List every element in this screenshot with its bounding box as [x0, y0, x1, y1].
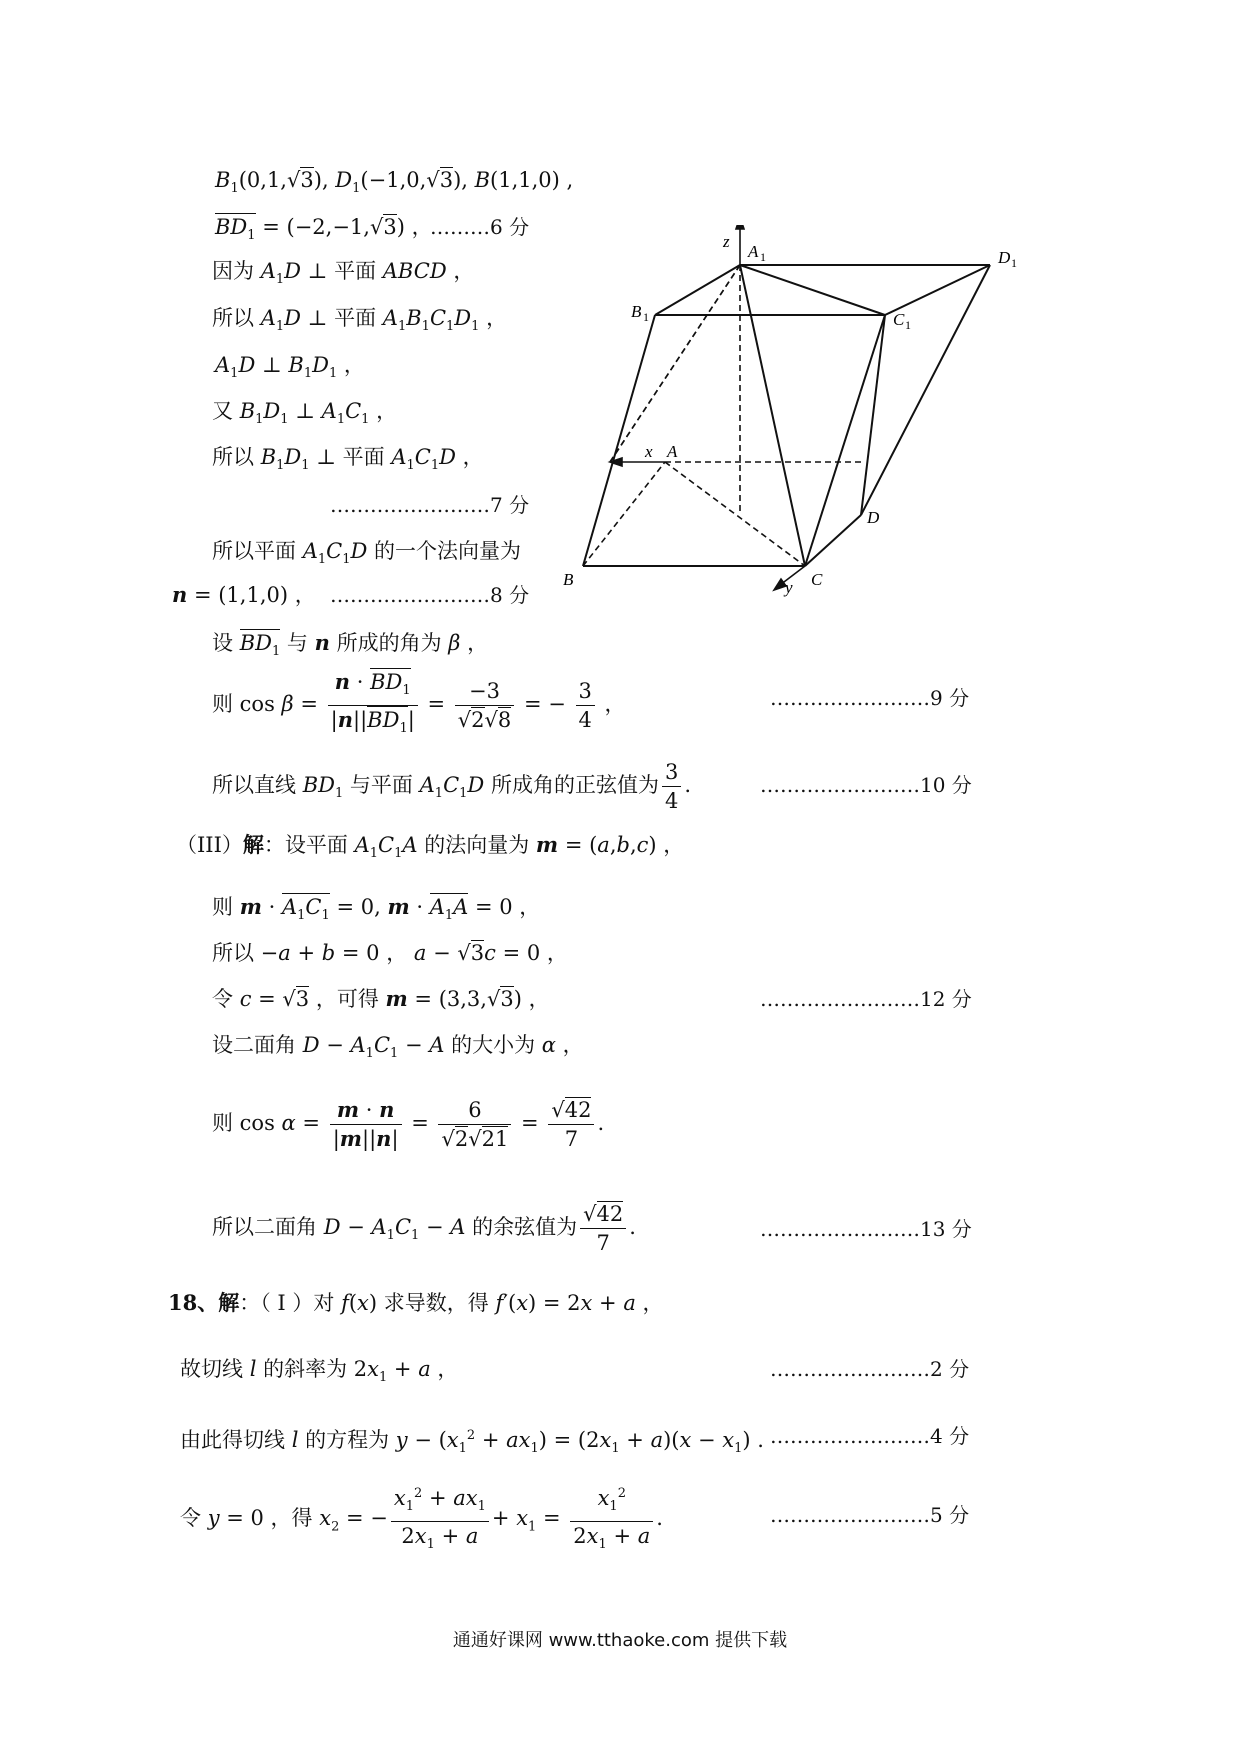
label-y: y [785, 578, 793, 597]
edge-c1-d [861, 315, 885, 515]
label-a: A [667, 442, 678, 461]
axis-z-arrow [736, 225, 744, 229]
vector-bd1-line: $BD_1 = (-2,-1,√3)$ ， [215, 215, 433, 244]
label-d: D [867, 508, 880, 527]
score-2: ……………………2 分 [770, 1357, 970, 1381]
x2-equation: 令 y = 0 ，得 $x_2$ = − $\frac{x_1^2 + ax_1}{2x_1 + a}$ + $x_1$ = $\frac{x_1^2}{2x_1 + a}$ . [180, 1480, 663, 1559]
sine-value-line: 所以直线 $BD_1$ 与平面 $A_1C_1D$ 所成角的正弦值为 $\frac{3}{4}$ . [212, 760, 692, 813]
svg-text:1: 1 [760, 250, 766, 264]
score-13: ……………………13 分 [760, 1217, 972, 1241]
edge-a-c [665, 462, 805, 566]
edge-c1-d1 [885, 265, 990, 315]
slope-line: 故切线 l 的斜率为 $2x_1 + a$ ， [180, 1357, 459, 1386]
prism-diagram [555, 225, 1035, 605]
cosine-value-line: 所以二面角 $D - A_1C_1 - A$ 的余弦值为 $\frac{√42}{7}$ . [212, 1202, 636, 1255]
label-d1: D [998, 248, 1011, 267]
label-z: z [723, 232, 730, 251]
svg-text:1: 1 [643, 310, 649, 324]
score-10: ……………………10 分 [760, 773, 972, 797]
score-5: ……………………5 分 [770, 1503, 970, 1527]
edge-a1-b1 [655, 265, 740, 315]
normal-vector-intro: 所以平面 $A_1C_1D$ 的一个法向量为 [212, 539, 522, 568]
tangent-equation: 由此得切线 l 的方程为 $y - (x_1^2 + ax_1) = (2x_1 + a)(x - x_1)$ . [180, 1428, 764, 1457]
score-12: ……………………12 分 [760, 987, 972, 1011]
dot-product-eq: 则 $m \cdot A_1C_1 = 0$, $m \cdot A_1A = 0$ ， [212, 894, 541, 924]
part-three-intro: （III）解：设平面 $A_1C_1A$ 的法向量为 m = (a,b,c) ， [176, 832, 685, 862]
label-x: x [645, 442, 653, 461]
score-7: ……………………7 分 [330, 493, 530, 517]
reason-line-4: 又 $B_1D_1$ ⊥ $A_1C_1$ ， [212, 399, 398, 428]
dihedral-angle-def: 设二面角 $D - A_1C_1 - A$ 的大小为 α ， [212, 1033, 584, 1062]
svg-text:1: 1 [905, 318, 911, 332]
reason-line-5: 所以 $B_1D_1$ ⊥ 平面 $A_1C_1D$ ， [212, 445, 484, 474]
edge-b1-b [583, 315, 655, 566]
question-18-intro: 18、解：（ I ）对 f(x) 求导数，得 f′(x) = 2x + a ， [168, 1290, 664, 1315]
score-9: ……………………9 分 [770, 686, 970, 710]
edge-d1-d [861, 265, 990, 515]
edge-a1-c1 [740, 265, 885, 315]
label-b1: B [631, 302, 642, 321]
reason-line-1: 因为 $A_1D$ ⊥ 平面 ABCD ， [212, 259, 475, 288]
cos-alpha-formula: 则 cos α = $\frac{m \cdot n}{|m||n|}$ = $\frac{6}{√2√21}$ = $\frac{√42}{7}$ . [212, 1097, 605, 1151]
edge-hidden [610, 265, 740, 462]
reason-line-3: $A_1D$ ⊥ $B_1D_1$ ， [215, 353, 365, 382]
normal-vector-n: n = (1,1,0) ， [172, 582, 316, 607]
label-c1: C [893, 310, 905, 329]
svg-text:1: 1 [1011, 256, 1017, 270]
m-vector-result: 令 c = √3 ，可得 m = (3,3,√3) ， [212, 986, 550, 1011]
footer: 通通好课网 www.tthaoke.com 提供下载 [452, 1630, 788, 1651]
cos-beta-formula: 则 cos β = $\frac{n \cdot BD_1}{|n||BD_1|}$ = $\frac{-3}{√2√8}$ = − $\frac{3}{4}$ ， [212, 669, 626, 737]
edge-a1-c [740, 265, 805, 566]
edge-b-a [583, 462, 665, 566]
angle-beta-def: 设 $BD_1$ 与 n 所成的角为 β ， [212, 630, 489, 660]
score-4: ……………………4 分 [770, 1424, 970, 1448]
score-6: ………6 分 [430, 215, 530, 239]
linear-eq: 所以 −a + b = 0 ， a − √3c = 0 ， [212, 941, 568, 965]
label-b: B [563, 570, 574, 589]
coord-line: $B_1(0,1,√3)$, $D_1(-1,0,√3)$, B(1,1,0) , [215, 168, 574, 197]
score-8: ……………………8 分 [330, 583, 530, 607]
label-c: C [811, 570, 823, 589]
reason-line-2: 所以 $A_1D$ ⊥ 平面 $A_1B_1C_1D_1$ ， [212, 306, 508, 335]
label-a1: A [748, 242, 759, 261]
